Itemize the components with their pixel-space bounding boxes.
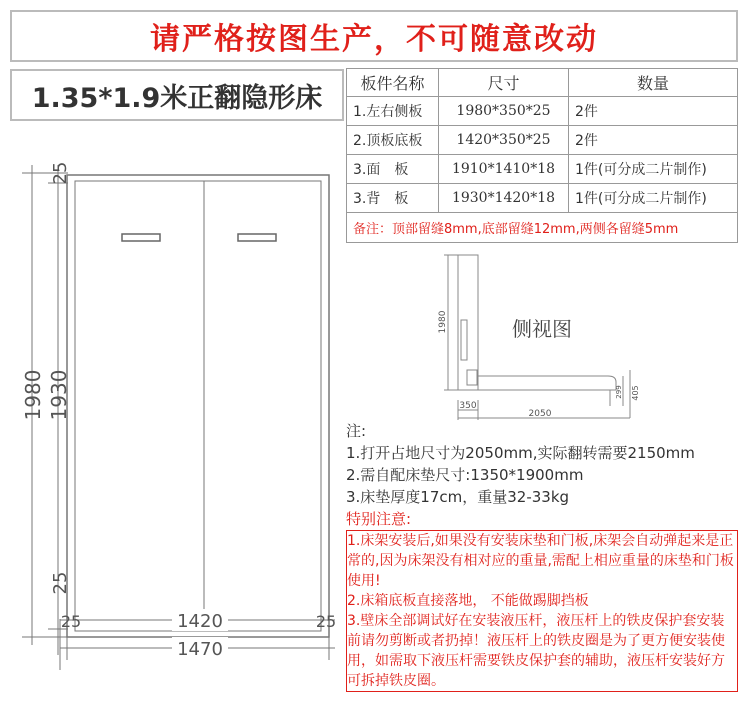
side-dim-leg: 405 [631,385,640,401]
dim-right: 25 [315,612,337,631]
table-row [347,97,738,126]
table-remark-row [347,213,738,243]
part-size: 1980*350*25 [439,97,569,126]
part-size: 1910*1410*18 [439,155,569,184]
dim-width-outer: 1470 [177,639,223,660]
special-notes-box [346,530,738,692]
note-item: 2.需自配床垫尺寸:1350*1900mm [346,466,584,484]
table-row [347,126,738,155]
part-size: 1420*350*25 [439,126,569,155]
side-dim-length: 2050 [528,409,552,419]
dim-left: 25 [60,612,82,631]
part-qty: 1件(可分成二片制作) [569,155,738,184]
part-name: 1.左右侧板 [347,97,439,126]
header-name: 板件名称 [347,69,439,97]
special-item: 1.床架安装后,如果没有安装床垫和门板,床架会自动弹起来是正常的,因为床架没有相对应的重量,需配上相应重量的床垫和门板使用! [347,533,734,589]
handle-right [238,234,276,241]
warning-banner [10,10,738,62]
part-size: 1930*1420*18 [439,184,569,213]
part-qty: 1件(可分成二片制作) [569,184,738,213]
note-item: 3.床垫厚度17cm，重量32-33kg [346,488,570,506]
dim-height-outer: 1980 [21,369,45,421]
dim-bottom: 25 [50,571,71,595]
part-qty: 2件 [569,126,738,155]
warning-text: 请严格按图生产，不可随意改动 [150,22,598,57]
cabinet-outline [67,175,329,637]
part-name: 2.顶板底板 [347,126,439,155]
side-dim-h2: 299 [615,385,623,399]
panel-outline [75,181,321,631]
handle-left [122,234,160,241]
dim-height-inner: 1930 [47,369,71,421]
parts-table [346,68,738,243]
front-view-width-dims [0,600,345,670]
part-qty: 2件 [569,97,738,126]
table-header-row [347,69,738,97]
product-title-box [10,69,344,121]
special-item: 3.壁床全部调试好在安装液压杆，液压杆上的铁皮保护套安装前请勿剪断或者扔掉！液压杆上的铁皮圈是为了更方便安装使用，如需取下液压杆需要铁皮保护套的辅助，液压杆安装好方可拆掉铁皮圈。 [347,613,725,689]
side-dim-depth: 350 [459,401,477,411]
side-view-drawing [430,250,640,420]
notes-heading: 注: [346,422,367,440]
table-row [347,155,738,184]
part-name: 3.背 板 [347,184,439,213]
header-size: 尺寸 [439,69,569,97]
header-qty: 数量 [569,69,738,97]
special-heading: 特别注意: [346,510,412,528]
side-dim-height: 1980 [438,310,448,334]
dim-width-inner: 1420 [177,611,223,632]
part-name: 3.面 板 [347,155,439,184]
table-remark: 备注：顶部留缝8mm,底部留缝12mm,两侧各留缝5mm [347,213,738,243]
note-item: 1.打开占地尺寸为2050mm,实际翻转需要2150mm [346,444,695,462]
side-bed-frame [478,376,616,390]
table-row [347,184,738,213]
special-item: 2.床箱底板直接落地， 不能做踢脚挡板 [347,593,589,609]
product-title: 1.35*1.9米正翻隐形床 [31,82,323,114]
front-view-drawing [0,125,345,670]
side-view-label: 侧视图 [512,317,572,341]
notes-section [346,420,738,692]
dim-top: 25 [50,161,71,185]
